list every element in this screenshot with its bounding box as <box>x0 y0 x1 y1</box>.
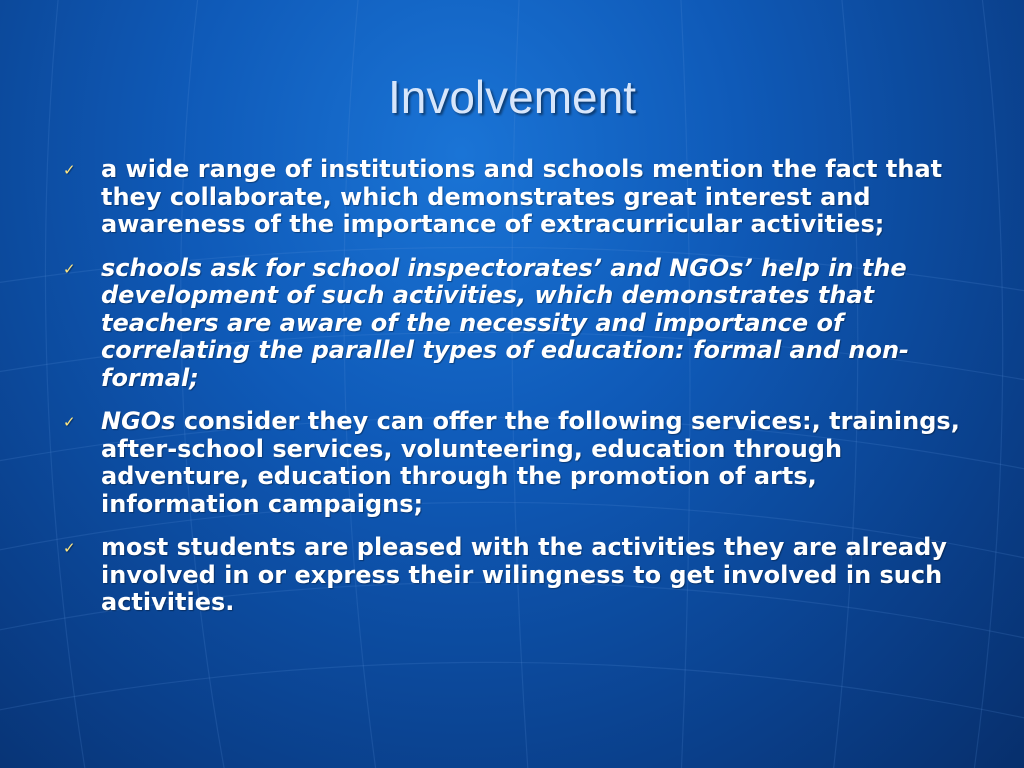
bullet-item-schools-ask <box>60 255 960 393</box>
bullet-item-ngo-services <box>60 408 960 518</box>
bullet-text: a wide range of institutions and schools mention the fact that they collaborate, which demonstrates great interest and awareness of the importance of extracurricular activities; <box>101 155 943 238</box>
checkmark-icon: ✓ <box>63 259 76 278</box>
bullet-list <box>60 156 960 633</box>
slide-title: Involvement <box>387 71 636 123</box>
bullet-text: consider they can offer the following services:, trainings, after-school services, volunteering, education through adventure, education through the promotion of arts, information campaigns; <box>101 407 960 518</box>
bullet-text: schools ask for school inspectorates’ and NGOs’ help in the development of such activities, which demonstrates that teachers are aware of the necessity and importance of correlating the parallel types of education: formal and non-formal; <box>101 253 909 392</box>
checkmark-icon: ✓ <box>63 413 76 431</box>
bullet-lead-text: NGOs <box>101 407 176 435</box>
checkmark-icon: ✓ <box>63 539 76 557</box>
bullet-text: most students are pleased with the activities they are already involved in or express their wilingness to get involved in such activities. <box>101 533 947 616</box>
bullet-item-collaboration <box>60 156 960 239</box>
checkmark-icon: ✓ <box>63 161 76 179</box>
bullet-item-students <box>60 534 960 617</box>
